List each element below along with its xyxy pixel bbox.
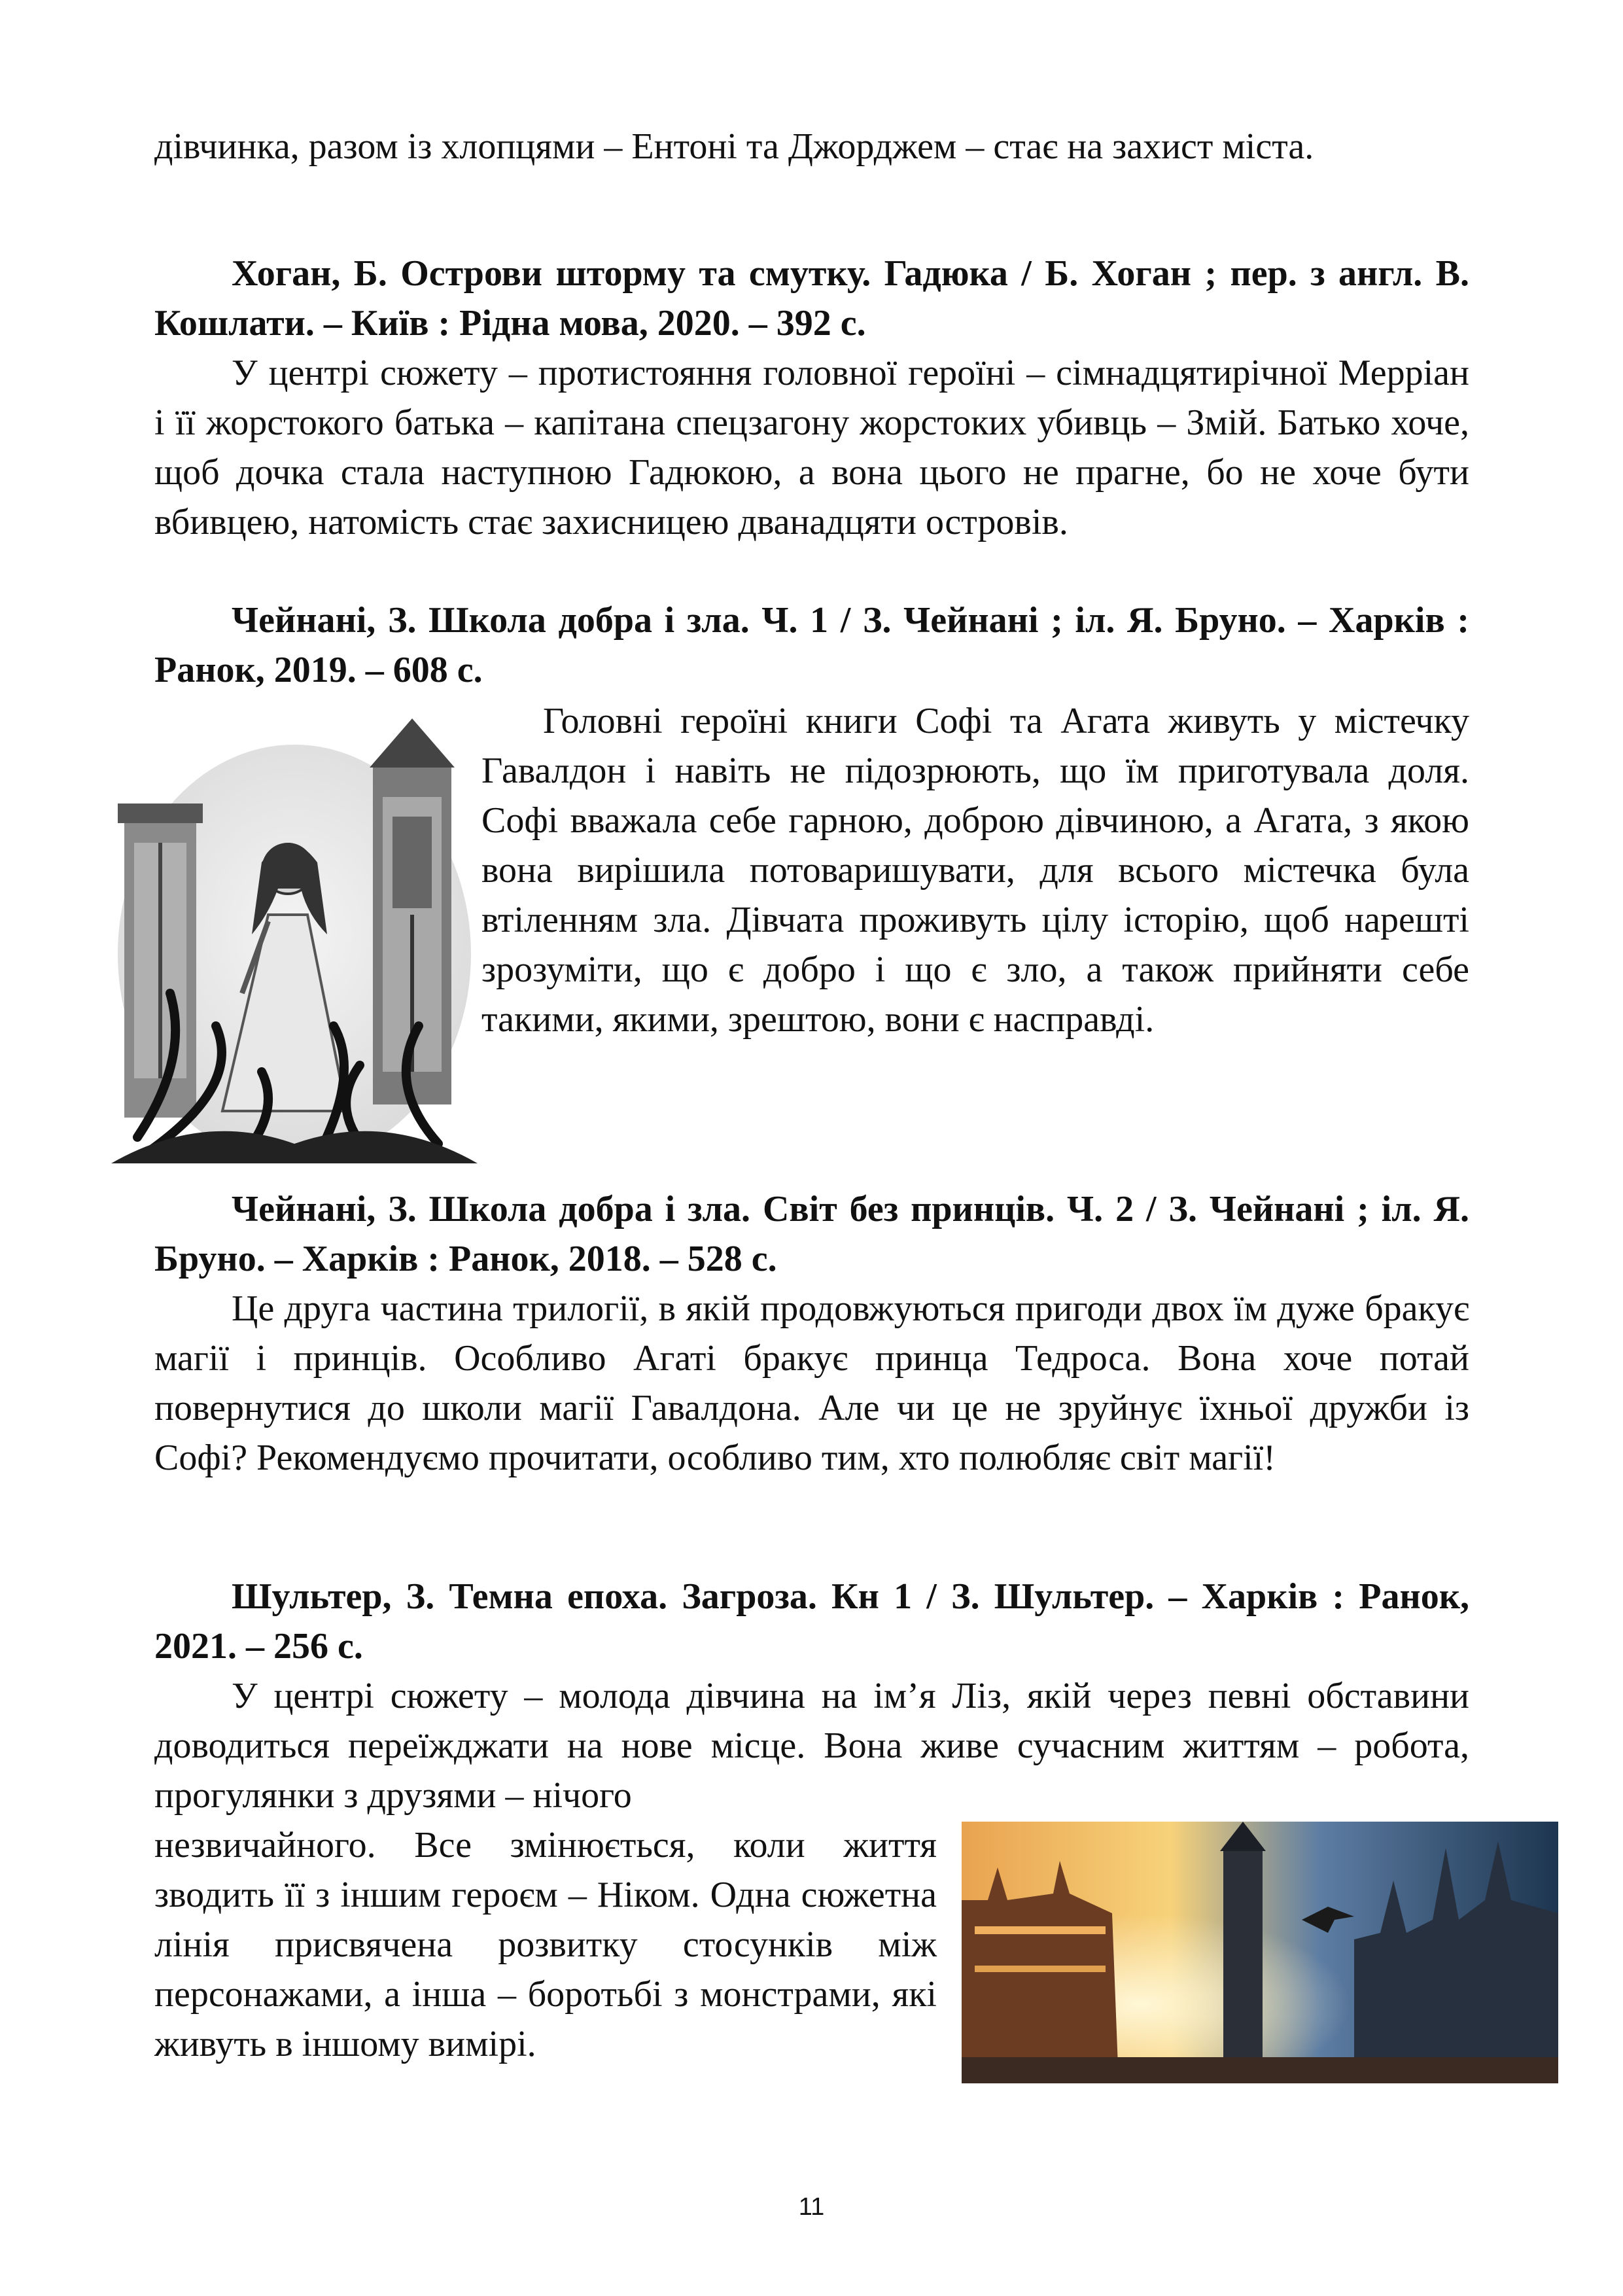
annotation-hogan: У центрі сюжету – протистояння головної героїні – сімнадцятирічної Мерріан і її жорстокого батька – капітана спецзагону жорстоких убивць – Змій. Батько хоче, щоб дочка стала наступною Гадюкою, а вона цього не прагне, бо не хоче бути вбивцею, натомість стає захисницею дванадцяти островів. (154, 353, 1469, 542)
continuation-text: дівчинка, разом із хлопцями – Ентоні та Джорджем – стає на захист міста. (154, 126, 1314, 167)
gate-girl-illustration (111, 718, 478, 1163)
citation-chainani-1: Чейнані, З. Школа добра і зла. Ч. 1 / З. Чейнані ; іл. Я. Бруно. – Харків : Ранок, 2019. – 608 с. (154, 600, 1469, 690)
dark-city-sunset-image (962, 1822, 1558, 2083)
annotation-chainani-1: Головні героїні книги Софі та Агата живуть у містечку Гавалдон і навіть не підозрюють, що їм приготувала доля. Софі вважала себе гарною, доброю дівчиною, а Агата, з якою вона вирішила потоваришувати, для всього містечка була втіленням зла. Дівчата проживуть цілу історію, щоб нарешті зрозуміти, що є добро і що є зло, а також прийняти себе такими, якими, зрештою, вони є насправді. (481, 701, 1469, 1040)
citation-shulter: Шультер, З. Темна епоха. Загроза. Кн 1 / З. Шультер. – Харків : Ранок, 2021. – 256 с. (154, 1576, 1469, 1667)
page-number: 11 (798, 2193, 825, 2221)
annotation-chainani-2: Це друга частина трилогії, в якій продовжуються пригоди двох їм дуже бракує магії і принців. Особливо Агаті бракує принца Тедроса. Вона хоче потай повернутися до школи магії Гавалдона. Але чи це не зруйнує їхньої дружби із Софі? Рекомендуємо прочитати, особливо тим, хто полюбляє світ магії! (154, 1288, 1469, 1478)
annotation-shulter-wrap: незвичайного. Все змінюється, коли життя зводить її з іншим героєм – Ніком. Одна сюжетна лінія присвячена розвитку стосунків між персонажами, а інша – боротьбі з монстрами, які живуть в іншому вимірі. (154, 1825, 937, 2064)
citation-hogan: Хоган, Б. Острови шторму та смутку. Гадюка / Б. Хоган ; пер. з англ. В. Кошлати. – Київ : Рідна мова, 2020. – 392 с. (154, 253, 1469, 344)
citation-chainani-2: Чейнані, З. Школа добра і зла. Світ без принців. Ч. 2 / З. Чейнані ; іл. Я. Бруно. – Харків : Ранок, 2018. – 528 с. (154, 1189, 1469, 1279)
annotation-shulter-top: У центрі сюжету – молода дівчина на ім’я Ліз, якій через певні обставини доводиться переїжджати на нове місце. Вона живе сучасним життям – робота, прогулянки з друзями – нічого (154, 1676, 1469, 1816)
